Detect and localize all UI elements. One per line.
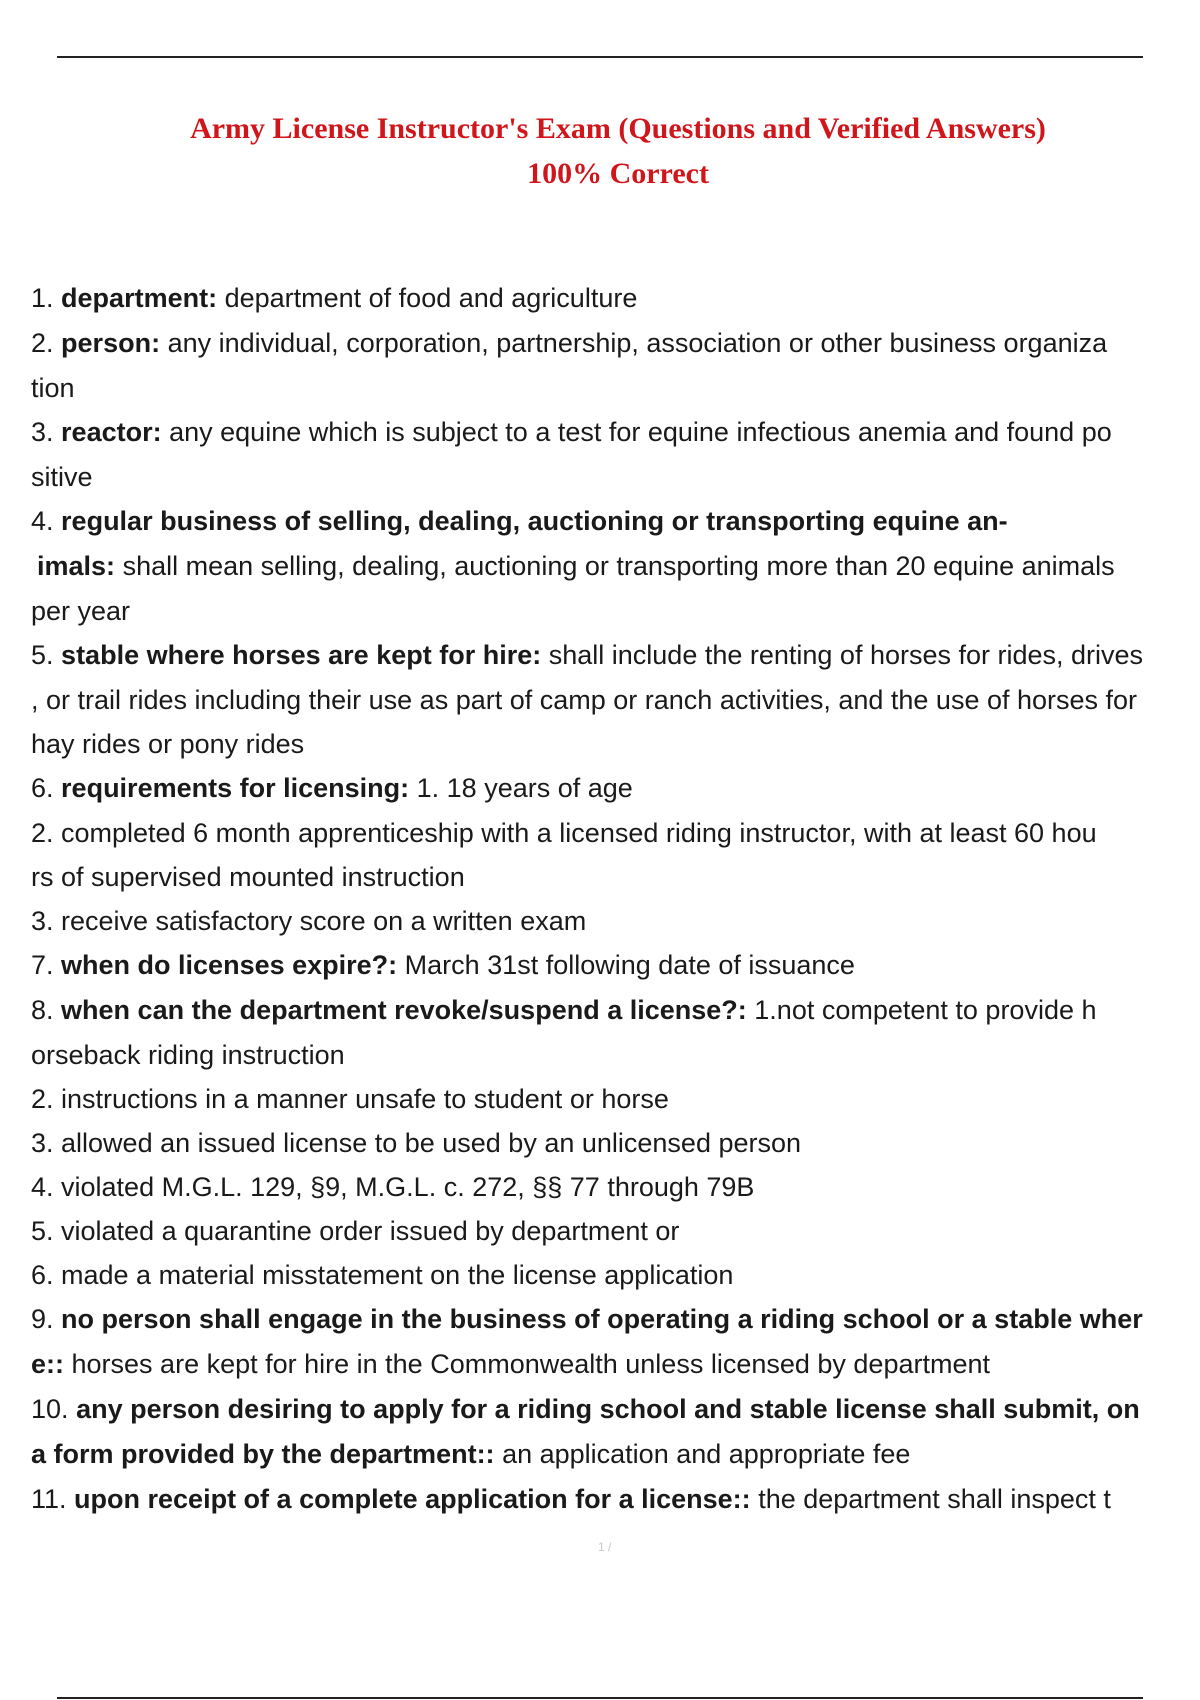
item-definition-cont: 3. receive satisfactory score on a written exam [31, 906, 587, 936]
list-item [31, 1477, 1200, 1522]
item-term: no person shall engage in the business of operating a riding school or a stable wher [61, 1304, 1143, 1334]
item-definition: horses are kept for hire in the Commonwealth unless licensed by department [71, 1349, 990, 1379]
item-number: 11. [31, 1484, 67, 1514]
item-definition: the department shall inspect t [758, 1484, 1111, 1514]
list-item [31, 321, 1200, 366]
title-line-2: 100% Correct [527, 157, 709, 190]
item-number: 3. [31, 417, 54, 447]
item-number: 9. [31, 1304, 54, 1334]
item-term: any person desiring to apply for a riding school and stable license shall submit, on [76, 1394, 1140, 1424]
item-definition-cont: , or trail rides including their use as part of camp or ranch activities, and the use of horses for [31, 685, 1138, 715]
list-item-cont [31, 544, 1200, 589]
item-term: requirements for licensing: [61, 773, 410, 803]
item-definition: 1.not competent to provide h [754, 995, 1097, 1025]
list-item-cont [31, 1342, 1200, 1387]
list-item-cont [31, 1432, 1200, 1477]
footer-rule [57, 1697, 1143, 1699]
item-term: reactor: [61, 417, 162, 447]
title-line-1: Army License Instructor's Exam (Questions and Verified Answers) [190, 112, 1046, 145]
list-item [31, 276, 1200, 321]
item-definition: 1. 18 years of age [416, 773, 633, 803]
item-definition-cont: sitive [31, 462, 93, 492]
item-number: 10. [31, 1394, 69, 1424]
item-definition-cont: 6. made a material misstatement on the license application [31, 1260, 734, 1290]
item-definition: March 31st following date of issuance [404, 950, 855, 980]
item-definition: shall include the renting of horses for rides, drives [548, 640, 1144, 670]
item-term: regular business of selling, dealing, auctioning or transporting equine an- [61, 506, 1008, 536]
item-definition-cont: tion [31, 373, 75, 403]
list-item [31, 633, 1200, 678]
item-term: person: [61, 328, 161, 358]
item-term: department: [61, 283, 218, 313]
item-number: 6. [31, 773, 54, 803]
item-definition: shall mean selling, dealing, auctioning or transporting more than 20 equine animals [122, 551, 1115, 581]
qa-list [31, 276, 1200, 1522]
item-term-cont: a form provided by the department:: [31, 1439, 495, 1469]
item-definition-cont: per year [31, 596, 131, 626]
item-definition-cont: 4. violated M.G.L. 129, §9, M.G.L. c. 272, §§ 77 through 79B [31, 1172, 755, 1202]
item-term: stable where horses are kept for hire: [61, 640, 542, 670]
item-definition-cont: 2. instructions in a manner unsafe to student or horse [31, 1084, 669, 1114]
item-definition-cont: rs of supervised mounted instruction [31, 862, 465, 892]
item-number: 1. [31, 283, 54, 313]
page-number: 1 / [598, 1540, 612, 1554]
item-definition: an application and appropriate fee [502, 1439, 911, 1469]
item-definition-cont: orseback riding instruction [31, 1040, 345, 1070]
item-number: 2. [31, 328, 54, 358]
list-item [31, 410, 1200, 455]
item-term: upon receipt of a complete application for a license:: [74, 1484, 751, 1514]
item-definition: any individual, corporation, partnership, association or other business organiza [167, 328, 1108, 358]
item-number: 4. [31, 506, 54, 536]
item-definition-cont: 5. violated a quarantine order issued by department or [31, 1216, 680, 1246]
item-term: when can the department revoke/suspend a license?: [61, 995, 747, 1025]
item-definition: department of food and agriculture [224, 283, 638, 313]
item-number: 5. [31, 640, 54, 670]
item-number: 7. [31, 950, 54, 980]
list-item [31, 988, 1200, 1033]
item-definition-cont: 3. allowed an issued license to be used by an unlicensed person [31, 1128, 802, 1158]
item-term: when do licenses expire?: [61, 950, 398, 980]
list-item [31, 1387, 1200, 1432]
item-number: 8. [31, 995, 54, 1025]
item-term-cont: e:: [31, 1349, 64, 1379]
item-definition: any equine which is subject to a test for equine infectious anemia and found po [169, 417, 1112, 447]
header-rule [57, 56, 1143, 58]
item-definition-cont: hay rides or pony rides [31, 729, 305, 759]
list-item [31, 499, 1200, 544]
item-term-cont: imals: [37, 551, 116, 581]
list-item [31, 943, 1200, 988]
list-item [31, 1297, 1200, 1342]
list-item [31, 766, 1200, 811]
item-definition-cont: 2. completed 6 month apprenticeship with a licensed riding instructor, with at least 60 hou [31, 818, 1097, 848]
document-title [60, 106, 1176, 196]
